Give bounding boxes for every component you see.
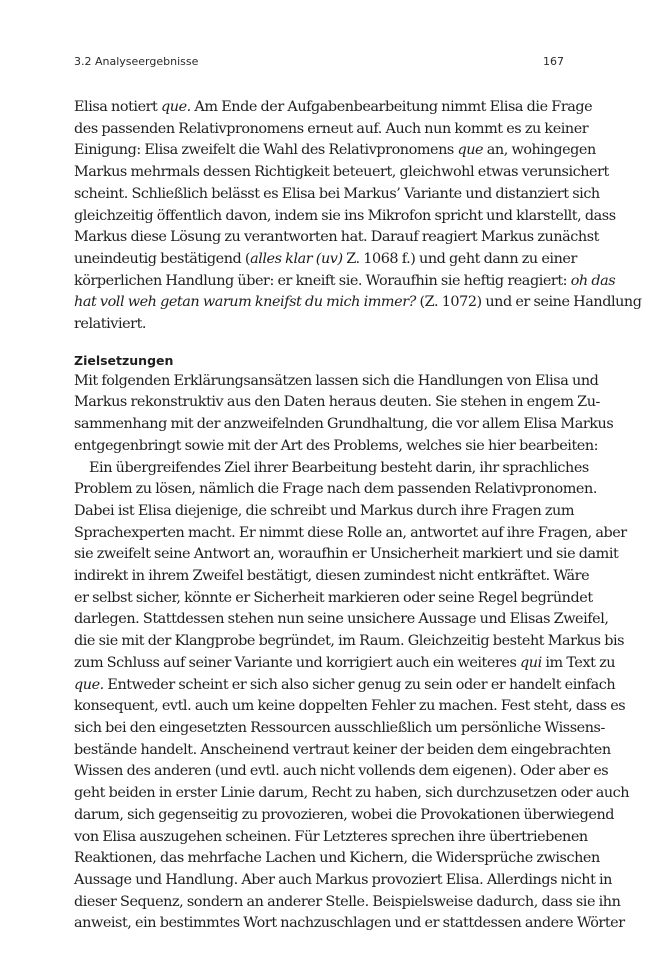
text-line: Elisa notiert que. Am Ende der Aufgabenbearbeitung nimmt Elisa die Frage xyxy=(74,99,593,115)
text-line: sich bei den eingesetzten Ressourcen ausschließlich um persönliche Wissens- xyxy=(74,719,605,736)
text-line: Problem zu lösen, nämlich die Frage nach dem passenden Relativpronomen. xyxy=(74,481,597,498)
italic-quote: qui xyxy=(520,654,542,671)
italic-quote: que. xyxy=(74,676,104,693)
text-line: konsequent, evtl. auch um keine doppelten Fehler zu machen. Fest steht, dass es xyxy=(74,698,626,715)
text-line: geht beiden in erster Linie darum, Recht zu haben, sich durchzusetzen oder auch xyxy=(74,785,630,802)
text-line: er selbst sicher, könnte er Sicherheit markieren oder seine Regel begründet xyxy=(74,589,593,606)
text-line: gleichzeitig öffentlich davon, indem sie ins Mikrofon spricht und klarstellt, dass xyxy=(74,207,616,224)
italic-quote: hat voll weh getan warum kneifst du mich immer? xyxy=(74,294,416,311)
section-title: 3.2 Analyseergebnisse xyxy=(74,55,199,68)
text-line: darlegen. Stattdessen stehen nun seine unsichere Aussage und Elisas Zweifel, xyxy=(74,611,609,628)
text-line: anweist, ein bestimmtes Wort nachzuschlagen und er stattdessen andere Wörter xyxy=(74,915,625,932)
paragraph-2 xyxy=(74,371,614,458)
text-line: Mit folgenden Erklärungsansätzen lassen sich die Handlungen von Elisa und xyxy=(74,372,599,389)
text-line: sie zweifelt seine Antwort an, woraufhin er Unsicherheit markiert und sie damit xyxy=(74,546,619,563)
text-line: Markus diese Lösung zu verantworten hat. Darauf reagiert Markus zunächst xyxy=(74,229,599,246)
text-line: uneindeutig bestätigend (alles klar (uv) Z. 1068 f.) und geht dann zu einer xyxy=(74,250,577,267)
text-line: que. Entweder scheint er sich also sicher genug zu sein oder er handelt einfach xyxy=(74,676,616,693)
text-line: von Elisa auszugehen scheinen. Für Letzteres sprechen ihre übertriebenen xyxy=(74,828,588,845)
section-heading: Zielsetzungen xyxy=(74,352,174,368)
text-line: sammenhang mit der anzweifelnden Grundhaltung, die vor allem Elisa Markus xyxy=(74,416,614,433)
text-line: relativiert. xyxy=(74,316,147,333)
italic-quote: alles klar (uv) xyxy=(250,250,343,267)
text-line: des passenden Relativpronomens erneut auf. Auch nun kommt es zu keiner xyxy=(74,120,589,137)
text-line: indirekt in ihrem Zweifel bestätigt, diesen zumindest nicht entkräftet. Wäre xyxy=(74,568,590,585)
text-line: die sie mit der Klangprobe begründet, im Raum. Gleichzeitig besteht Markus bis xyxy=(74,633,625,650)
text-line: Sprachexperten macht. Er nimmt diese Rolle an, antwortet auf ihre Fragen, aber xyxy=(74,524,627,541)
paragraph-3 xyxy=(74,458,630,935)
text-line: zum Schluss auf seiner Variante und korrigiert auch ein weiteres qui im Text zu xyxy=(74,654,616,671)
text-line: Reaktionen, das mehrfache Lachen und Kichern, die Widersprüche zwischen xyxy=(74,850,600,867)
text-line: entgegenbringt sowie mit der Art des Problems, welches sie hier bearbeiten: xyxy=(74,437,599,454)
text-line: Aussage und Handlung. Aber auch Markus provoziert Elisa. Allerdings nicht in xyxy=(74,871,612,888)
text-line: körperlichen Handlung über: er kneift sie. Woraufhin sie heftig reagiert: oh das xyxy=(74,272,616,289)
italic-quote: que xyxy=(457,142,484,159)
running-head xyxy=(74,53,566,73)
text-line: Markus mehrmals dessen Richtigkeit beteuert, gleichwohl etwas verunsichert xyxy=(74,164,609,181)
text-line: Dabei ist Elisa diejenige, die schreibt und Markus durch ihre Fragen zum xyxy=(74,502,575,519)
page-number: 167 xyxy=(543,55,564,68)
italic-quote: que. xyxy=(161,99,191,115)
text-line: Ein übergreifendes Ziel ihrer Bearbeitung besteht darin, ihr sprachliches xyxy=(89,459,589,476)
text-line: dieser Sequenz, sondern an anderer Stelle. Beispielsweise dadurch, dass sie ihn xyxy=(74,893,621,910)
text-line: Markus rekonstruktiv aus den Daten heraus deuten. Sie stehen in engem Zu- xyxy=(74,394,600,411)
text-line: hat voll weh getan warum kneifst du mich immer? (Z. 1072) und er seine Handlung xyxy=(74,294,642,311)
text-line: Einigung: Elisa zweifelt die Wahl des Relativpronomens que an, wohingegen xyxy=(74,142,596,159)
text-line: bestände handelt. Anscheinend vertraut keiner der beiden dem eingebrachten xyxy=(74,741,611,758)
text-line: scheint. Schließlich belässt es Elisa bei Markus’ Variante und distanziert sich xyxy=(74,185,600,202)
body-text xyxy=(74,97,642,935)
paragraph-1 xyxy=(74,97,642,336)
text-line: Wissen des anderen (und evtl. auch nicht vollends dem eigenen). Oder aber es xyxy=(74,763,609,780)
text-line: darum, sich gegenseitig zu provozieren, wobei die Provokationen überwiegend xyxy=(74,806,615,823)
italic-quote: oh das xyxy=(570,272,616,289)
